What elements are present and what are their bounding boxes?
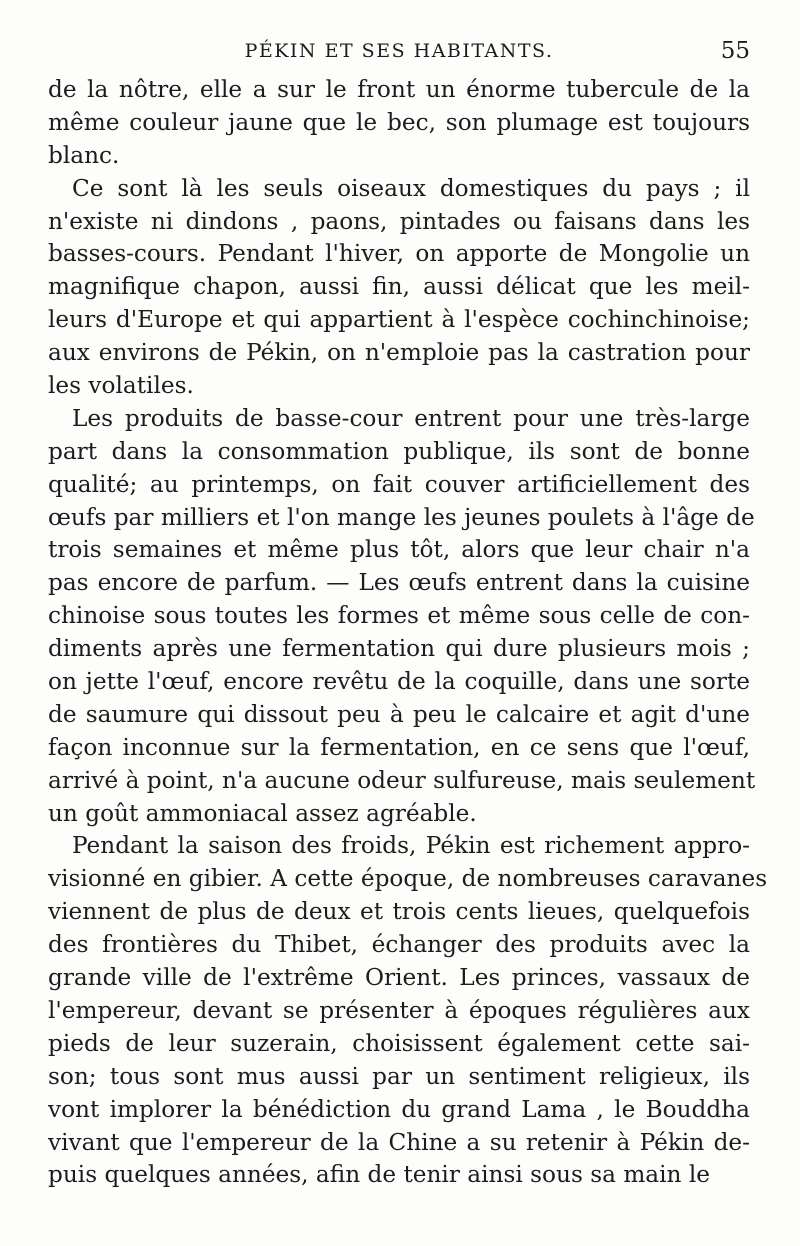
text-line: un goût ammoniacal assez agréable. (48, 799, 477, 827)
text-line: trois semaines et même plus tôt, alors que leur chair n'a (48, 536, 750, 564)
text-line: magnifique chapon, aussi fin, aussi délicat que les meil- (48, 273, 750, 301)
text-line: grande ville de l'extrême Orient. Les princes, vassaux de (48, 964, 750, 992)
text-line: pieds de leur suzerain, choisissent également cette sai- (48, 1029, 750, 1057)
paragraph (48, 173, 750, 403)
text-line: aux environs de Pékin, on n'emploie pas la castration pour (48, 339, 750, 367)
text-line: même couleur jaune que le bec, son plumage est toujours (48, 108, 750, 136)
text-line: des frontières du Thibet, échanger des produits avec la (48, 931, 750, 959)
text-line: visionné en gibier. A cette époque, de nombreuses caravanes (48, 865, 768, 893)
text-line: pas encore de parfum. — Les œufs entrent dans la cuisine (48, 569, 750, 597)
text-line: l'empereur, devant se présenter à époques régulières aux (48, 996, 750, 1024)
paragraph (48, 830, 768, 1192)
text-line: vont implorer la bénédiction du grand Lama , le Bouddha (48, 1095, 750, 1123)
running-title: PÉKIN ET SES HABITANTS. (244, 40, 554, 62)
running-header (48, 36, 750, 66)
text-line: les volatiles. (48, 372, 194, 400)
body-text (48, 74, 768, 1192)
text-line: de saumure qui dissout peu à peu le calcaire et agit d'une (48, 700, 750, 728)
text-line: son; tous sont mus aussi par un sentiment religieux, ils (48, 1062, 750, 1090)
paragraph (48, 74, 750, 173)
text-line: leurs d'Europe et qui appartient à l'espèce cochinchinoise; (48, 306, 750, 334)
text-line: Ce sont là les seuls oiseaux domestiques du pays ; il (72, 174, 750, 202)
text-line: vivant que l'empereur de la Chine a su retenir à Pékin de- (48, 1128, 750, 1156)
text-line: puis quelques années, afin de tenir ainsi sous sa main le (48, 1161, 710, 1189)
text-line: viennent de plus de deux et trois cents lieues, quelquefois (48, 898, 750, 926)
text-line: basses-cours. Pendant l'hiver, on apporte de Mongolie un (48, 240, 750, 268)
text-line: qualité; au printemps, on fait couver artificiellement des (48, 470, 750, 498)
text-line: œufs par milliers et l'on mange les jeunes poulets à l'âge de (48, 503, 755, 531)
paragraph (48, 403, 756, 831)
text-line: chinoise sous toutes les formes et même sous celle de con- (48, 602, 750, 630)
text-line: blanc. (48, 141, 120, 169)
text-line: diments après une fermentation qui dure plusieurs mois ; (48, 635, 750, 663)
text-line: arrivé à point, n'a aucune odeur sulfureuse, mais seulement (48, 766, 756, 794)
text-line: façon inconnue sur la fermentation, en ce sens que l'œuf, (48, 733, 750, 761)
text-line: part dans la consommation publique, ils sont de bonne (48, 437, 750, 465)
text-line: Pendant la saison des froids, Pékin est richement appro- (72, 832, 750, 860)
page-number: 55 (720, 38, 750, 64)
text-line: de la nôtre, elle a sur le front un énorme tubercule de la (48, 76, 750, 103)
text-line: n'existe ni dindons , paons, pintades ou faisans dans les (48, 207, 750, 235)
text-line: Les produits de basse-cour entrent pour une très-large (72, 404, 750, 432)
text-line: on jette l'œuf, encore revêtu de la coquille, dans une sorte (48, 668, 750, 696)
